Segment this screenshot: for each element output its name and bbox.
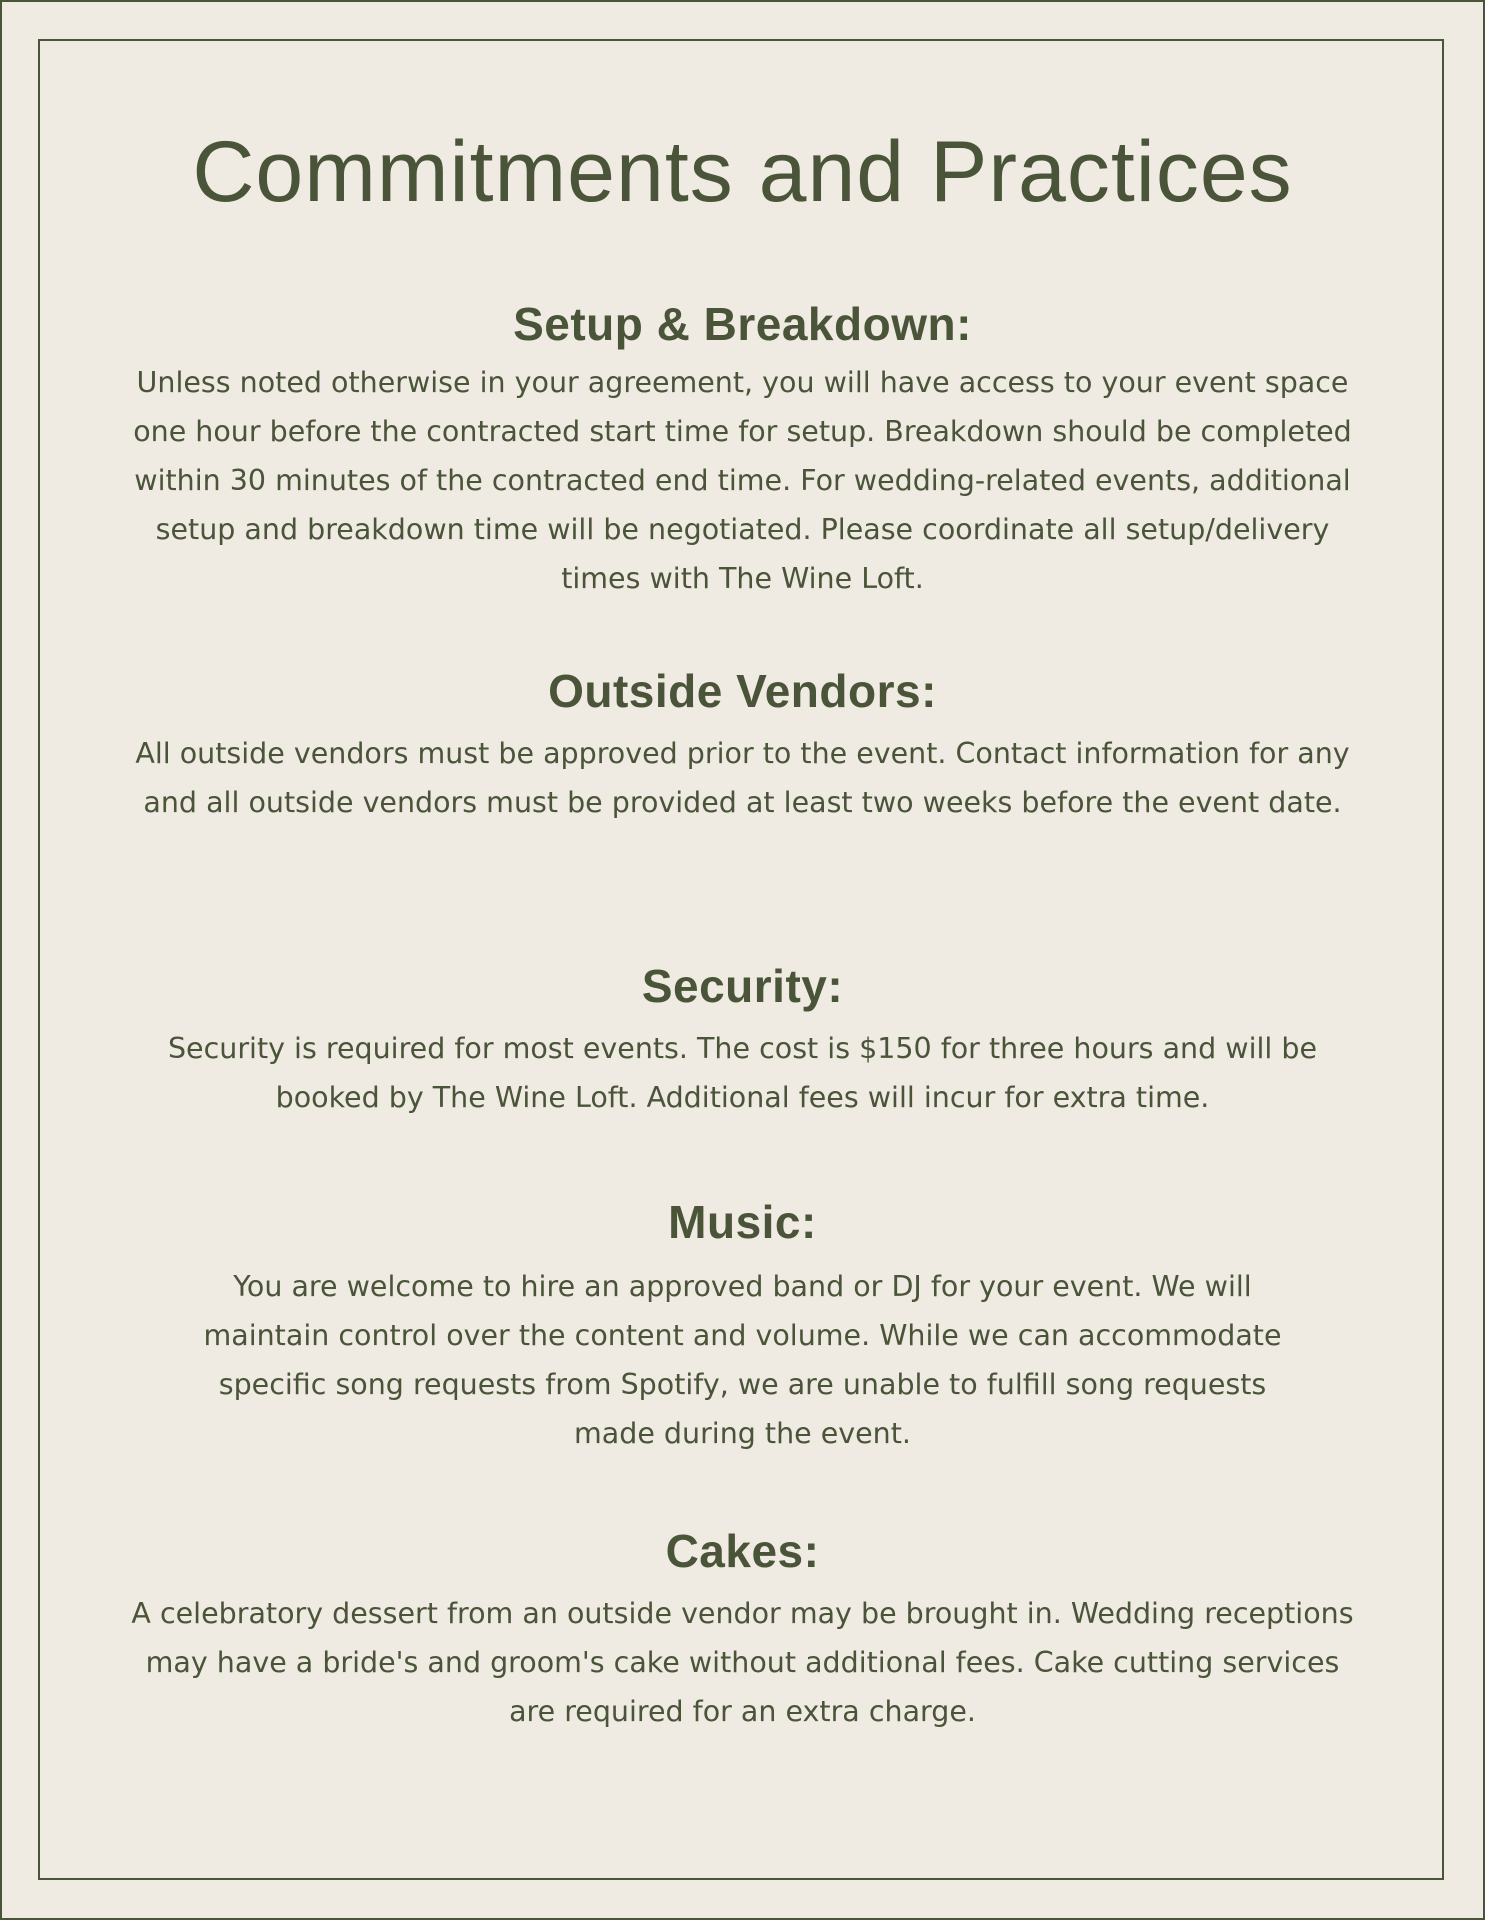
section-heading: Setup & Breakdown: <box>513 298 972 350</box>
section-cakes <box>0 1523 1485 1736</box>
section-heading: Security: <box>641 960 844 1012</box>
section-body: Unless noted otherwise in your agreement, you will have access to your event space one hour before the contracted start time for setup. Breakdown should be completed within 30 minutes of the contracted end time. For wedding-related events, additional setup and breakdown time will be negotiated. Please coordinate all setup/delivery times with The Wine Loft. <box>133 366 1352 595</box>
section-heading: Cakes: <box>665 1525 820 1577</box>
page-title: Commitments and Practices <box>192 124 1293 220</box>
section-body: Security is required for most events. The cost is $150 for three hours and will be booked by The Wine Loft. Additional fees will incur for extra time. <box>167 1032 1318 1114</box>
section-outside-vendors <box>0 663 1485 827</box>
section-security <box>0 958 1485 1122</box>
section-body: All outside vendors must be approved prior to the event. Contact information for any and all outside vendors must be provided at least two weeks before the event date. <box>135 737 1350 819</box>
section-music <box>0 1194 1485 1458</box>
section-setup-breakdown <box>0 296 1485 603</box>
section-heading: Outside Vendors: <box>548 665 937 717</box>
section-body: You are welcome to hire an approved band or DJ for your event. We will maintain control over the content and volume. While we can accommodate specific song requests from Spotify, we are unable to fulfill song requests made during the event. <box>203 1270 1282 1450</box>
section-body: A celebratory dessert from an outside vendor may be brought in. Wedding receptions may have a bride's and groom's cake without additional fees. Cake cutting services are required for an extra charge. <box>131 1597 1354 1728</box>
section-heading: Music: <box>668 1196 817 1248</box>
